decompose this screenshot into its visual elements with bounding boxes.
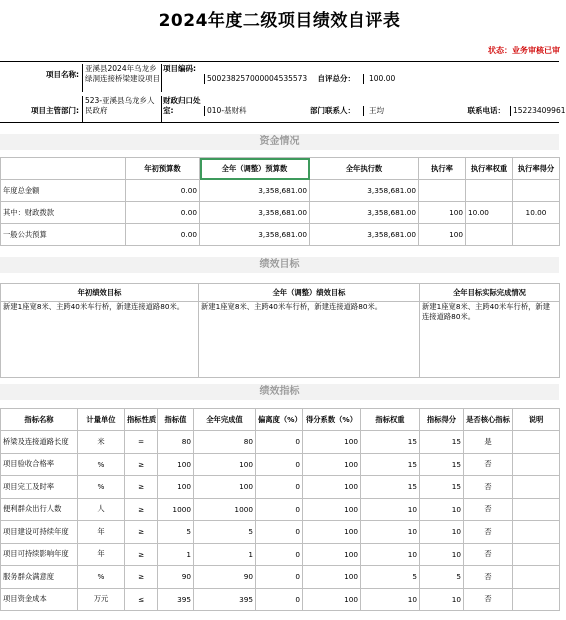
funds-section-title: 资金情况 [0,134,559,150]
ind-weight: 5 [361,566,420,589]
ind-unit: 年 [78,521,125,544]
goal-adjusted: 新建1座宽8米、主跨40米车行桥，新建连接道路80米。 [199,302,420,378]
indicator-row [1,453,560,476]
fund-weight: 10.00 [466,202,513,224]
ind-unit: 年 [78,543,125,566]
funds-row [1,202,560,224]
ind-done: 90 [194,566,256,589]
ind-header: 计量单位 [78,409,125,431]
ind-unit: 万元 [78,588,125,611]
funds-header [1,158,126,180]
ind-header: 指标性质 [125,409,158,431]
ind-core: 否 [464,453,513,476]
fund-rate: 100 [419,224,466,246]
fund-rate [419,180,466,202]
ind-note [513,543,560,566]
ind-header: 指标名称 [1,409,78,431]
ind-unit: 人 [78,498,125,521]
ind-target: 90 [158,566,194,589]
indicators-header-row [1,409,560,431]
fund-adjusted: 3,358,681.00 [200,202,310,224]
goals-header: 全年目标实际完成情况 [420,284,560,302]
ind-deviation: 0 [256,498,303,521]
ind-nature: ≥ [125,543,158,566]
ind-name: 服务群众满意度 [1,566,78,589]
goals-section-title: 绩效目标 [0,257,559,273]
finance-office: 010-基财科 [204,106,304,116]
goals-header: 年初绩效目标 [1,284,199,302]
status-badge: 状态：业务审核已审 [488,46,560,55]
ind-done: 1 [194,543,256,566]
ind-header: 是否核心指标 [464,409,513,431]
ind-header: 偏离度（%） [256,409,303,431]
project-code-label: 项目编码: [163,64,196,73]
indicator-row [1,543,560,566]
ind-score: 10 [420,543,464,566]
self-score: 100.00 [363,74,443,84]
goal-actual: 新建1座宽8米、主跨40米车行桥，新建连接道路80米。 [420,302,560,378]
ind-nature: ≤ [125,588,158,611]
ind-weight: 15 [361,476,420,499]
ind-coef: 100 [303,453,361,476]
phone: 15223409961 [510,106,559,116]
ind-header: 得分系数（%） [303,409,361,431]
ind-target: 5 [158,521,194,544]
fund-name: 其中：财政拨款 [1,202,126,224]
funds-table [0,157,560,246]
funds-header-selected[interactable]: 全年（调整）预算数 [200,158,310,180]
goals-header: 全年（调整）绩效目标 [199,284,420,302]
fund-executed: 3,358,681.00 [310,180,419,202]
funds-row [1,224,560,246]
ind-target: 1 [158,543,194,566]
ind-score: 10 [420,588,464,611]
fund-score [513,180,560,202]
ind-done: 1000 [194,498,256,521]
fund-executed: 3,358,681.00 [310,202,419,224]
score-label: 自评总分： [317,74,355,83]
ind-coef: 100 [303,431,361,454]
ind-deviation: 0 [256,453,303,476]
ind-weight: 10 [361,521,420,544]
page-title: 2024年度二级项目绩效自评表 [158,11,401,31]
ind-weight: 15 [361,453,420,476]
funds-header: 执行率权重 [466,158,513,180]
ind-score: 5 [420,566,464,589]
project-code: 500238257000004535573 [204,74,314,84]
contact-label: 部门联系人： [310,106,355,115]
ind-note [513,566,560,589]
ind-name: 便利群众出行人数 [1,498,78,521]
indicator-row [1,498,560,521]
ind-core: 否 [464,566,513,589]
ind-note [513,476,560,499]
ind-weight: 10 [361,498,420,521]
ind-core: 否 [464,476,513,499]
ind-target: 80 [158,431,194,454]
ind-done: 80 [194,431,256,454]
ind-nature: ≥ [125,566,158,589]
ind-coef: 100 [303,476,361,499]
goals-table [0,283,560,378]
ind-score: 10 [420,498,464,521]
ind-name: 项目资金成本 [1,588,78,611]
funds-header: 执行率 [419,158,466,180]
fund-score: 10.00 [513,202,560,224]
ind-core: 否 [464,521,513,544]
goal-initial: 新建1座宽8米、主跨40米车行桥，新建连接道路80米。 [1,302,199,378]
fund-weight [466,224,513,246]
ind-nature: ≥ [125,476,158,499]
ind-name: 项目可持续影响年度 [1,543,78,566]
fund-adjusted: 3,358,681.00 [200,180,310,202]
fund-init: 0.00 [126,180,200,202]
fund-score [513,224,560,246]
indicator-row [1,476,560,499]
ind-coef: 100 [303,588,361,611]
indicator-row [1,566,560,589]
ind-weight: 10 [361,543,420,566]
funds-header: 全年执行数 [310,158,419,180]
ind-deviation: 0 [256,476,303,499]
project-name-label: 项目名称: [46,70,79,79]
ind-note [513,588,560,611]
indicator-row [1,431,560,454]
ind-target: 100 [158,476,194,499]
ind-target: 1000 [158,498,194,521]
ind-done: 395 [194,588,256,611]
indicator-row [1,521,560,544]
indicator-row [1,588,560,611]
ind-core: 否 [464,588,513,611]
ind-note [513,431,560,454]
ind-unit: % [78,566,125,589]
ind-core: 否 [464,498,513,521]
dept-label: 项目主管部门: [31,106,79,115]
ind-deviation: 0 [256,431,303,454]
ind-note [513,498,560,521]
fund-adjusted: 3,358,681.00 [200,224,310,246]
project-name: 亚溪县2024年乌龙乡绿洞连接桥梁建设项目 [82,64,162,92]
fund-name: 年度总金额 [1,180,126,202]
ind-name: 桥梁及连接道路长度 [1,431,78,454]
ind-core: 否 [464,543,513,566]
ind-coef: 100 [303,566,361,589]
ind-name: 项目完工及时率 [1,476,78,499]
ind-nature: ≥ [125,521,158,544]
fund-init: 0.00 [126,202,200,224]
ind-name: 项目建设可持续年度 [1,521,78,544]
ind-target: 100 [158,453,194,476]
ind-header: 全年完成值 [194,409,256,431]
ind-nature: ≥ [125,498,158,521]
goals-row [1,302,560,378]
ind-unit: % [78,476,125,499]
fund-executed: 3,358,681.00 [310,224,419,246]
goals-header-row [1,284,560,302]
finance-label: 财政归口处室: [163,96,201,115]
contact-person: 王均 [363,106,443,116]
ind-unit: % [78,453,125,476]
ind-weight: 10 [361,588,420,611]
ind-deviation: 0 [256,543,303,566]
ind-deviation: 0 [256,521,303,544]
ind-score: 10 [420,521,464,544]
ind-deviation: 0 [256,588,303,611]
ind-score: 15 [420,453,464,476]
ind-name: 项目验收合格率 [1,453,78,476]
ind-unit: 米 [78,431,125,454]
indicators-section-title: 绩效指标 [0,384,559,400]
project-info [0,61,566,123]
ind-weight: 15 [361,431,420,454]
ind-coef: 100 [303,543,361,566]
fund-name: 一般公共预算 [1,224,126,246]
indicators-table [0,408,560,611]
ind-score: 15 [420,431,464,454]
ind-header: 指标得分 [420,409,464,431]
ind-note [513,521,560,544]
ind-coef: 100 [303,521,361,544]
dept: 523-亚溪县乌龙乡人民政府 [82,96,162,122]
ind-nature: ≥ [125,453,158,476]
funds-header: 年初预算数 [126,158,200,180]
funds-header: 执行率得分 [513,158,560,180]
phone-label: 联系电话： [467,106,505,115]
ind-note [513,453,560,476]
ind-done: 100 [194,476,256,499]
fund-init: 0.00 [126,224,200,246]
ind-deviation: 0 [256,566,303,589]
ind-header: 说明 [513,409,560,431]
funds-header-row [1,158,560,180]
fund-rate: 100 [419,202,466,224]
ind-core: 是 [464,431,513,454]
ind-header: 指标值 [158,409,194,431]
ind-coef: 100 [303,498,361,521]
ind-target: 395 [158,588,194,611]
ind-header: 指标权重 [361,409,420,431]
ind-score: 15 [420,476,464,499]
ind-done: 5 [194,521,256,544]
funds-row [1,180,560,202]
fund-weight [466,180,513,202]
ind-nature: = [125,431,158,454]
ind-done: 100 [194,453,256,476]
